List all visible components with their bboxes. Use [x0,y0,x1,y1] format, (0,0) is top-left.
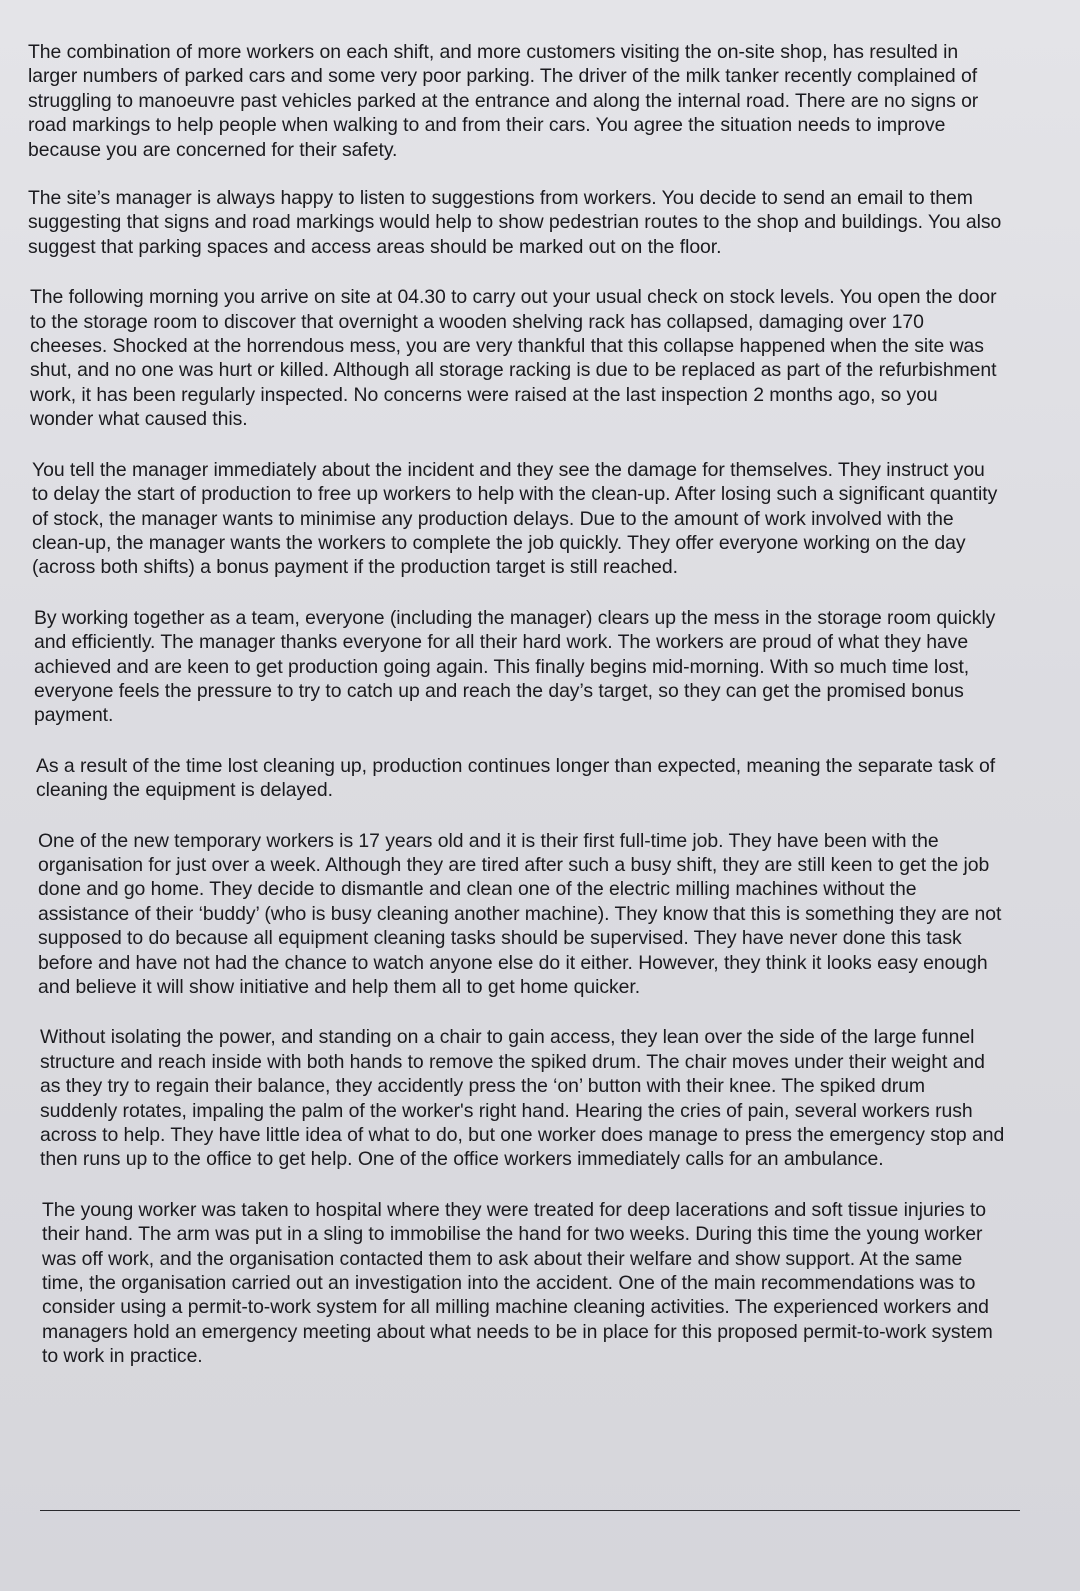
paragraph-suggestion-email: The site’s manager is always happy to listen to suggestions from workers. You decide to send an email to them suggesting that signs and road markings would help to show pedestrian routes to the shop and buildings. You also suggest that parking spaces and access areas should be marked out on the floor. [28,187,1002,258]
paragraph-aftermath: The young worker was taken to hospital where they were treated for deep lacerations and soft tissue injuries to their hand. The arm was put in a sling to immobilise the hand for two weeks. During this time the young worker was off work, and the organisation contacted them to ask about their welfare and show support. At the same time, the organisation carried out an investigation into the accident. One of the main recommendations was to consider using a permit-to-work system for all milling machine cleaning activities. The experienced workers and managers hold an emergency meeting about what needs to be in place for this proposed permit-to-work system to work in practice. [42,1198,993,1368]
paragraph-teamwork-cleanup: By working together as a team, everyone (including the manager) clears up the mess in the storage room quickly and efficiently. The manager thanks everyone for all their hard work. The workers are proud of what they have achieved and are keen to get production going again. This finally begins mid-morning. With so much time lost, everyone feels the pressure to try to catch up and reach the day’s target, so they can get the promised bonus payment. [34,606,996,727]
paragraph-shelving-collapse: The following morning you arrive on site at 04.30 to carry out your usual check on stock levels. You open the door to the storage room to discover that overnight a wooden shelving rack has collapsed, damaging over 170 cheeses. Shocked at the horrendous mess, you are very thankful that this collapse happened when the site was shut, and no one was hurt or killed. Although all storage racking is due to be replaced as part of the refurbishment work, it has been regularly inspected. No concerns were raised at the last inspection 2 months ago, so you wonder what caused this. [30,286,997,431]
paragraph-accident: Without isolating the power, and standing on a chair to gain access, they lean over the side of the large funnel structure and reach inside with both hands to remove the spiked drum. The chair moves under their weight and as they try to regain their balance, they accidently press the ‘on’ button with their knee. The spiked drum suddenly rotates, impaling the palm of the worker's right hand. Hearing the cries of pain, several workers rush across to help. They have little idea of what to do, but one worker does manage to press the emergency stop and then runs up to the office to get help. One of the office workers immediately calls for an ambulance. [40,1026,1005,1171]
paragraph-production-delay: As a result of the time lost cleaning up, production continues longer than expected, meaning the separate task of cleaning the equipment is delayed. [36,754,996,802]
paragraph-manager-instructions: You tell the manager immediately about the incident and they see the damage for themselves. They instruct you to delay the start of production to free up workers to help with the clean-up. After losing such a significant quantity of stock, the manager wants to minimise any production delays. Due to the amount of work involved with the clean-up, the manager wants the workers to complete the job quickly. They offer everyone working on the day (across both shifts) a bonus payment if the production target is still reached. [32,458,998,579]
paragraph-parking: The combination of more workers on each shift, and more customers visiting the on-site shop, has resulted in larger numbers of parked cars and some very poor parking. The driver of the milk tanker recently complained of struggling to manoeuvre past vehicles parked at the entrance and along the internal road. There are no signs or road markings to help people when walking to and from their cars. You agree the situation needs to improve because you are concerned for their safety. [28,41,979,161]
bottom-divider-line [40,1510,1020,1511]
paragraph-temporary-worker: One of the new temporary workers is 17 years old and it is their first full-time job. They have been with the organisation for just over a week. Although they are tired after such a busy shift, they are still keen to get the job done and go home. They decide to dismantle and clean one of the electric milling machines without the assistance of their ‘buddy’ (who is busy cleaning another machine). They know that this is something they are not supposed to do because all equipment cleaning tasks should be supervised. They have never done this task before and have not had the chance to watch anyone else do it either. However, they think it looks easy enough and believe it will show initiative and help them all to get home quicker. [38,829,1002,998]
